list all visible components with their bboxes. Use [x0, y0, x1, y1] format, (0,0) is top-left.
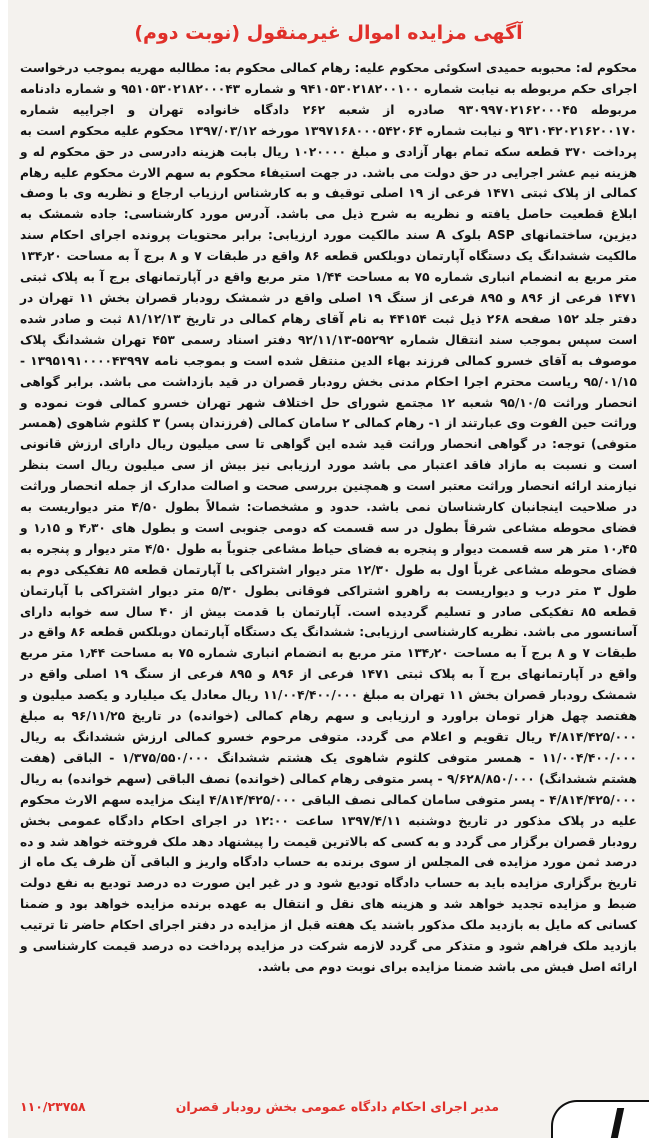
- notice-body: محکوم له: محبوبه حمیدی اسکوئی محکوم علیه: رهام کمالی محکوم به: مطالبه مهریه بموجب درخواست اجرای حکم مربوطه به نیابت شماره ۹۴۱۰۵۳۰۲۱۸۲۰۰۱۰۰ و شماره ۹۵۱۰۵۳۰۲۱۸۲۰۰۰۴۳ و شماره دادنامه مربوطه ۹۳۰۹۹۷۰۲۱۶۲۰۰۰۴۵ صادره از شعبه ۲۶۲ دادگاه خانواده تهران و اجراییه شماره ۹۳۱۰۴۲۰۲۱۶۲۰۰۱۷۰ و نیابت شماره ۱۳۹۷۱۶۸۰۰۰۵۴۲۰۶۴ مورخه ۱۳۹۷/۰۳/۱۲ محکوم علیه محکوم است به پرداخت ۳۷۰ قطعه سکه تمام بهار آزادی و مبلغ ۱۰۲۰۰۰۰ ریال بابت هزینه دادرسی در حق محکوم له و هزینه نیم عشر اجرایی در حق دولت می باشد. در جهت استیفاء محکوم به سهم الارث محکوم علیه رهام کمالی از پلاک ثبتی ۱۴۷۱ فرعی از ۱۹ اصلی توقیف و به کارشناس ارزیاب ارجاع و نظریه وی با وصف ابلاغ قطعیت حاصل یافته و نظریه به شرح ذیل می باشد. آدرس مورد کارشناسی: جاده شمشک به دیزین، ساختمانهای ASP بلوک A سند مالکیت مورد ارزیابی: برابر محتویات پرونده اجرای احکام سند مالکیت ششدانگ یک دستگاه آپارتمان دوبلکس قطعه ۸۶ واقع در طبقات ۷ و ۸ برج آ به مساحت ۱۳۴٫۲۰ متر مربع به انضمام انباری شماره ۷۵ به مساحت ۱/۴۴ متر مربع واقع در آپارتمانهای برج آ به پلاک ثبتی ۱۴۷۱ فرعی از ۸۹۶ و ۸۹۵ فرعی از سنگ ۱۹ اصلی واقع در شمشک رودبار قصران بخش ۱۱ تهران در دفتر جلد ۱۵۲ صفحه ۲۶۸ ذیل ثبت ۴۴۱۵۴ به نام آقای رهام کمالی در تاریخ ۸۱/۱۲/۱۳ ثبت و صادر شده است سپس بموجب سند انتقال شماره ۵۵۲۹۲-۹۲/۱۱/۱۳ دفتر اسناد رسمی ۴۵۳ تهران ششدانگ پلاک موصوف به آقای خسرو کمالی فرزند بهاء الدین منتقل شده است و بموجب نامه ۱۳۹۵۱۹۱۰۰۰۰۴۳۹۹۷ - ۹۵/۰۱/۱۵ ریاست محترم اجرا احکام مدنی بخش رودبار قصران در قید بازداشت می باشد. برابر گواهی انحصار وراثت ۹۵/۱۰/۵ شعبه ۱۲ مجتمع شورای حل اختلاف شهر تهران خسرو کمالی فوت نموده و وراثت حین الفوت وی عبارتند از ۱- رهام کمالی ۲ سامان کمالی (فرزندان پسر) ۳ کلثوم شاهوی (همسر متوفی) توجه: در گواهی انحصار وراثت قید شده این گواهی تا سی میلیون ریال دارای ارزش قانونی است و نسبت به مازاد فاقد اعتبار می باشد مورد ارزیابی نیز بیش از سی میلیون ریال است بنظر نیازمند ارائه انحصار وراثت معتبر است و همچنین بررسی صحت و اصالت مدارک از جمله انحصار وراثت در صلاحیت اینجانبان کارشناسان نمی باشد. حدود و مشخصات: شمالاً بطول ۴/۵۰ متر دیواریست به فضای محوطه مشاعی شرقاً بطول در سه قسمت که دومی جنوبی است و بطول های ۴٫۳۰ و ۱٫۱۵ و ۱۰٫۴۵ متر هر سه قسمت دیوار و پنجره به فضای حیاط مشاعی جنوباً به طول ۴/۵۰ متر دیوار و پنجره به فضای محوطه مشاعی غرباً اول به طول ۱۲/۳۰ متر دیوار اشتراکی با آپارتمان قطعه ۸۵ تفکیکی دوم به طول ۳ متر درب و دیواریست به راهرو اشتراکی فوقانی بطول ۵/۳۰ متر دیوار اشتراکی با آپارتمان قطعه ۸۵ تفکیکی صادر و تسلیم گردیده است. آپارتمان با قدمت بیش از ۴۰ سال سه خوابه دارای آسانسور می باشد. نظریه کارشناسی ارزیابی: ششدانگ یک دستگاه آپارتمان دوبلکس قطعه ۸۶ واقع در طبقات ۷ و ۸ برج آ به مساحت ۱۳۴٫۲۰ متر مربع به انضمام انباری شماره ۷۵ به مساحت ۱٫۴۴ متر مربع واقع در آپارتمانهای برج آ به پلاک ثبتی ۱۴۷۱ فرعی از ۸۹۶ و ۸۹۵ فرعی از سنگ ۱۹ اصلی واقع در شمشک رودبار قصران بخش ۱۱ تهران به مبلغ ۱۱/۰۰۴/۴۰۰/۰۰۰ ریال معادل یک میلیارد و یکصد میلیون و هفتصد چهل هزار تومان براورد و ارزیابی و سهم رهام کمالی (خوانده) در تاریخ ۹۶/۱۱/۲۵ به مبلغ ۴/۸۱۴/۴۲۵/۰۰۰ ریال تقویم و اعلام می گردد. متوفی مرحوم خسرو کمالی ارزش ششدانگ به ریال ۱۱/۰۰۴/۴۰۰/۰۰۰ - همسر متوفی کلثوم شاهوی یک هشتم ششدانگ ۱/۳۷۵/۵۵۰/۰۰۰ - الباقی (هفت هشتم ششدانگ) ۹/۶۲۸/۸۵۰/۰۰۰ - پسر متوفی رهام کمالی (خوانده) نصف الباقی (سهم خوانده) به ریال ۴/۸۱۴/۴۲۵/۰۰۰ - پسر متوفی سامان کمالی نصف الباقی ۴/۸۱۴/۴۲۵/۰۰۰ اینک مزایده سهم الارث محکوم علیه در پلاک مذکور در تاریخ دوشنبه ۱۳۹۷/۴/۱۱ ساعت ۱۲:۰۰ در اجرای احکام دادگاه عمومی بخش رودبار قصران برگزار می گردد و به کسی که بالاترین قیمت را پیشنهاد دهد ملک فروخته خواهد شد و ده درصد ثمن مورد مزایده فی المجلس از سوی برنده به حساب دادگاه واریز و الباقی آن ظرف یک ماه از تاریخ برگزاری مزایده باید به حساب دادگاه تودیع شود و در غیر این صورت ده درصد تودیع به نفع دولت ضبط و مزایده تجدید خواهد شد و هزینه های نقل و انتقال به عهده برنده مزایده خواهد بود و ضمنا کسانی که مایل به بازدید ملک مذکور باشند یک هفته قبل از مزایده در دفتر اجرای احکام حاضر تا ترتیب بازدید ملک فراهم شود و متذکر می گردد لازمه شرکت در مزایده پرداخت ده درصد قیمت کارشناسی و ارائه اصل فیش می باشد ضمنا مزایده برای نوبت دوم می باشد.: [20, 61, 638, 974]
- notice-title: آگهی مزایده اموال غیرمنقول (نوبت دوم): [134, 22, 523, 44]
- adjacent-clipping-fragment: [551, 1100, 649, 1138]
- notice-footer: [20, 1099, 499, 1114]
- reference-number: ۱۱۰/۲۳۷۵۸: [20, 1099, 86, 1114]
- newspaper-clipping: [8, 0, 649, 1138]
- notice-signature: مدیر اجرای احکام دادگاه عمومی بخش رودبار قصران: [175, 1099, 499, 1114]
